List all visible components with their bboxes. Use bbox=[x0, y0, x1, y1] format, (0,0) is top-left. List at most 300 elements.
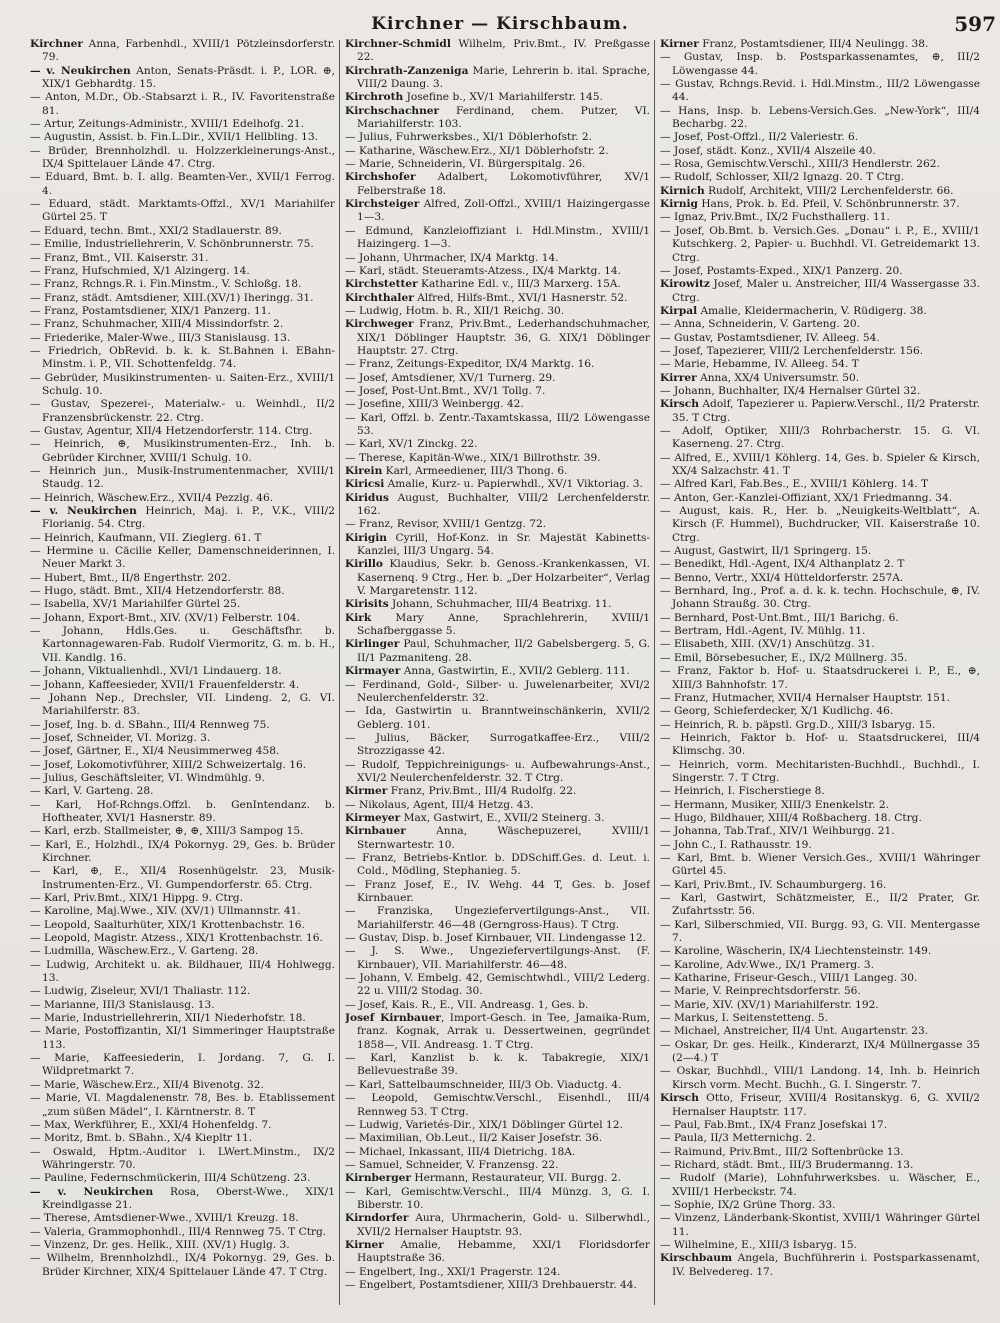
entry-text: — Rosa, Gemischtw.Verschl., XIII/3 Hendlerstr. 262. bbox=[660, 158, 940, 171]
entry-text: — Ludwig, Hotm. b. R., XII/1 Reichg. 30. bbox=[345, 304, 565, 317]
directory-entry bbox=[345, 799, 650, 812]
directory-entry bbox=[345, 1186, 650, 1213]
entry-text: — Johann, Uhrmacher, IX/4 Marktg. 14. bbox=[345, 251, 559, 264]
directory-entry bbox=[660, 652, 980, 665]
entry-text: — Johann, Hdls.Ges. u. Geschäftsfhr. b. Kartonnagewaren-Fab. Rudolf Viermoritz, G. m. b. H., VII. Kandlg. 16. bbox=[30, 625, 335, 664]
entry-text: — Alfred, E., XVIII/1 Köhlerg. 14, Ges. b. Spieler & Kirsch, XX/4 Salzachstr. 41. T bbox=[660, 451, 980, 477]
entry-text: — Bertram, Hdl.-Agent, IV. Mühlg. 11. bbox=[660, 625, 866, 638]
directory-entry bbox=[660, 1159, 980, 1172]
entry-text: Amalie, Kurz- u. Papierwhdl., XV/1 Viktoriag. 3. bbox=[384, 478, 643, 491]
entry-text: — Franz, Rchngs.R. i. Fin.Minstm., V. Schloßg. 18. bbox=[30, 278, 302, 291]
directory-entry bbox=[30, 985, 335, 998]
directory-entry bbox=[30, 865, 335, 892]
directory-entry bbox=[30, 1212, 335, 1225]
directory-entry bbox=[30, 305, 335, 318]
directory-entry bbox=[30, 238, 335, 251]
entry-text: Aura, Uhrmacherin, Gold- u. Silberwhdl., XVII/2 Hernalser Hauptstr. 93. bbox=[357, 1212, 650, 1238]
entry-text: — Engelbert, Ing., XXI/1 Pragerstr. 124. bbox=[345, 1265, 561, 1278]
directory-entry bbox=[660, 1252, 980, 1279]
directory-entry bbox=[660, 145, 980, 158]
entry-text: — Samuel, Schneider, V. Franzensg. 22. bbox=[345, 1158, 559, 1171]
entry-text: — Josef, Tapezierer, VIII/2 Lerchenfelderstr. 156. bbox=[660, 344, 924, 357]
entry-text: — Ludwig, Varietés-Dir., XIX/1 Döblinger Gürtel 12. bbox=[345, 1118, 623, 1131]
directory-entry bbox=[30, 398, 335, 425]
entry-text: — Emil, Börsebesucher, E., IX/2 Müllnerg. 35. bbox=[660, 651, 908, 664]
directory-entry bbox=[30, 252, 335, 265]
directory-entry bbox=[345, 198, 650, 225]
directory-entry bbox=[660, 1132, 980, 1145]
entry-text: — Max, Werkführer, E., XXI/4 Hohenfeldg. 7. bbox=[30, 1118, 272, 1131]
entry-text: Anna, XX/4 Universumstr. 50. bbox=[696, 371, 860, 384]
entry-text: — Marie, Wäschew.Erz., XII/4 Bivenotg. 32. bbox=[30, 1078, 264, 1091]
directory-entry bbox=[660, 825, 980, 838]
directory-entry bbox=[30, 825, 335, 838]
entry-surname: Kirnberger bbox=[345, 1172, 411, 1185]
directory-entry bbox=[345, 1052, 650, 1079]
entry-text: — Karoline, Adv.Wwe., IX/1 Pramerg. 3. bbox=[660, 958, 875, 971]
directory-entry bbox=[660, 799, 980, 812]
directory-entry bbox=[30, 1172, 335, 1185]
entry-surname: Kirigin bbox=[345, 531, 387, 544]
directory-entry bbox=[30, 1132, 335, 1145]
entry-text: Max, Gastwirt, E., XVII/2 Steinerg. 3. bbox=[400, 811, 605, 824]
entry-text: — Wilhelm, Brennholzhdl., IX/4 Pokornyg. 29, Ges. b. Brüder Kirchner, XIX/4 Spittelauer Lände 47. T Ctrg. bbox=[30, 1252, 335, 1278]
entry-text: , Import-Gesch. in Tee, Jamaika-Rum, franz. Kognak, Arrak u. Dessertweinen, gegründet 1858—, VII. Andreasg. 1. T Ctrg. bbox=[357, 1012, 650, 1051]
entry-text: — Anna, Schneiderin, V. Garteng. 20. bbox=[660, 318, 860, 331]
directory-entry bbox=[345, 1266, 650, 1279]
directory-entry bbox=[660, 318, 980, 331]
entry-text: Angela, Buchführerin i. Postsparkassenamt, IV. Belvedereg. 17. bbox=[672, 1252, 980, 1278]
directory-entry bbox=[30, 145, 335, 172]
directory-entry bbox=[345, 131, 650, 144]
entry-text: — Josef, Post-Offzl., II/2 Valeriestr. 6. bbox=[660, 131, 859, 144]
directory-entry bbox=[30, 745, 335, 758]
entry-text: — Leopold, Gemischtw.Verschl., Eisenhdl., III/4 Rennweg 53. T Ctrg. bbox=[345, 1092, 650, 1118]
directory-entry bbox=[345, 171, 650, 198]
directory-entry bbox=[345, 105, 650, 132]
entry-text: — Karl, Kanzlist b. k. k. Tabakregie, XIX/1 Bellevuestraße 39. bbox=[345, 1052, 650, 1078]
entry-text: — Franz, Betriebs-Kntlor. b. DDSchiff.Ges. d. Leut. i. Cold., Mödling, Stephanieg. 5. bbox=[345, 851, 650, 878]
entry-text: — Rudolf, Teppichreinigungs- u. Aufbewahrungs-Anst., XVI/2 Neulerchenfelderstr. 32. T Ctrg. bbox=[345, 758, 650, 784]
entry-text: — Marie, Postoffizantin, XI/1 Simmeringer Hauptstraße 113. bbox=[30, 1025, 335, 1051]
entry-text: — John C., I. Rathausstr. 19. bbox=[660, 838, 812, 851]
entry-text: Hermann, Restaurateur, VII. Burgg. 2. bbox=[410, 1172, 621, 1185]
directory-entry bbox=[345, 38, 650, 65]
entry-surname: Kirchthaler bbox=[345, 291, 414, 304]
entry-text: — Johanna, Tab.Traf., XIV/1 Weihburgg. 21. bbox=[660, 825, 895, 838]
directory-entry bbox=[30, 532, 335, 545]
entry-text: — Nikolaus, Agent, III/4 Hetzg. 43. bbox=[345, 798, 534, 811]
entry-surname: Kirchstetter bbox=[345, 278, 418, 291]
directory-entry bbox=[345, 412, 650, 439]
directory-entry bbox=[345, 879, 650, 906]
directory-entry bbox=[30, 1092, 335, 1119]
directory-entry bbox=[30, 425, 335, 438]
entry-text: — Adolf, Optiker, XIII/3 Rohrbacherstr. 15. G. VI. Kaserneng. 27. Ctrg. bbox=[660, 424, 980, 451]
directory-entry bbox=[30, 759, 335, 772]
entry-text: — Karoline, Maj.Wwe., XIV. (XV/1) Ullmannstr. 41. bbox=[30, 905, 301, 918]
directory-entry bbox=[660, 1172, 980, 1199]
entry-text: — Ida, Gastwirtin u. Branntweinschänkerin, XVII/2 Geblerg. 101. bbox=[345, 705, 650, 731]
entry-text: — Ferdinand, Gold-, Silber- u. Juwelenarbeiter, XVI/2 Neulerchenfelderstr. 32. bbox=[345, 678, 650, 704]
directory-entry bbox=[660, 185, 980, 198]
entry-text: — Bernhard, Ing., Prof. a. d. k. k. techn. Hochschule, ⊕, IV. Johann Straußg. 30. Ctrg. bbox=[660, 585, 980, 611]
entry-text: — Heinrich jun., Musik-Instrumentenmacher, XVIII/1 Staudg. 12. bbox=[30, 465, 335, 491]
entry-surname: — v. Neukirchen bbox=[30, 505, 137, 518]
directory-entry bbox=[660, 398, 980, 425]
entry-text: — Marie, VI. Magdalenenstr. 78, Bes. b. Etablissement „zum süßen Mädel“, I. Kärntnerstr. 8. T bbox=[30, 1092, 335, 1118]
entry-text: — Hans, Insp. b. Lebens-Versich.Ges. „New-York“, III/4 Becharbg. 22. bbox=[660, 104, 980, 131]
directory-entry bbox=[30, 919, 335, 932]
directory-entry bbox=[660, 732, 980, 759]
entry-text: Otto, Friseur, XVIII/4 Rositanskyg. 6, G. XVII/2 Hernalser Hauptstr. 117. bbox=[672, 1092, 980, 1118]
directory-entry bbox=[345, 638, 650, 665]
entry-text: — Eduard, techn. Bmt., XXI/2 Stadlauerstr. 89. bbox=[30, 224, 282, 237]
directory-entry bbox=[660, 1212, 980, 1239]
entry-text: Josef, Maler u. Anstreicher, III/4 Wassergasse 33. Ctrg. bbox=[672, 278, 980, 304]
entry-text: — Hermann, Musiker, XIII/3 Enenkelstr. 2. bbox=[660, 798, 890, 811]
entry-text: — Elisabeth, XIII. (XV/1) Anschützg. 31. bbox=[660, 638, 875, 651]
entry-text: — Franz, Postamtsdiener, XIX/1 Panzerg. 11. bbox=[30, 304, 271, 317]
directory-entry bbox=[660, 358, 980, 371]
directory-entry bbox=[30, 959, 335, 986]
entry-text: — Isabella, XV/1 Mariahilfer Gürtel 25. bbox=[30, 598, 241, 611]
entry-text: — Friedrich, ObRevid. b. k. k. St.Bahnen i. EBahn-Minstm. i. P., VII. Schottenfeldg. 74. bbox=[30, 344, 335, 371]
directory-entry bbox=[345, 732, 650, 759]
directory-entry bbox=[30, 905, 335, 918]
entry-text: Paul, Schuhmacher, II/2 Gabelsbergerg. 5, G. II/1 Pazmaniteng. 28. bbox=[357, 638, 650, 664]
entry-text: — Marie, Kaffeesiederin, I. Jordang. 7, G. I. Wildpretmarkt 7. bbox=[30, 1052, 335, 1078]
directory-entry bbox=[660, 265, 980, 278]
directory-entry bbox=[30, 91, 335, 118]
directory-entry bbox=[660, 171, 980, 184]
directory-entry bbox=[345, 372, 650, 385]
directory-entry bbox=[660, 879, 980, 892]
directory-entry bbox=[30, 38, 335, 65]
directory-entry bbox=[345, 265, 650, 278]
entry-text: — August, kais. R., Her. b. „Neuigkeits-Weltblatt“, A. Kirsch (F. Hummel), Buchdrucker, VII. Kaiserstraße 10. Ctrg. bbox=[660, 505, 980, 544]
entry-surname: Kirein bbox=[345, 465, 383, 477]
directory-entry bbox=[345, 785, 650, 798]
entry-text: — Gebrüder, Musikinstrumenten- u. Saiten-Erz., XVIII/1 Schulg. 10. bbox=[30, 371, 335, 397]
directory-entry bbox=[30, 225, 335, 238]
entry-text: — Oskar, Buchhdl., VIII/1 Landong. 14, Inh. b. Heinrich Kirsch vorm. Mecht. Buchh., G. I. Singerstr. 7. bbox=[660, 1065, 980, 1091]
directory-entry bbox=[345, 1119, 650, 1132]
entry-text: — Karl, XV/1 Zinckg. 22. bbox=[345, 438, 478, 451]
entry-surname: Kirchschachner bbox=[345, 104, 440, 117]
entry-text: — Heinrich, Faktor b. Hof- u. Staatsdruckerei, III/4 Klimschg. 30. bbox=[660, 731, 980, 758]
directory-entry bbox=[345, 1146, 650, 1159]
directory-entry bbox=[30, 492, 335, 505]
entry-text: — Heinrich, I. Fischerstiege 8. bbox=[660, 785, 825, 798]
entry-text: — Michael, Inkassant, III/4 Dietrichg. 18A. bbox=[345, 1145, 576, 1158]
entry-surname: Kirnbauer bbox=[345, 825, 406, 838]
directory-entry bbox=[30, 1012, 335, 1025]
directory-entry bbox=[660, 452, 980, 479]
entry-text: Anna, Farbenhdl., XVIII/1 Pötzleinsdorferstr. 79. bbox=[42, 38, 335, 64]
entry-text: Wilhelm, Priv.Bmt., IV. Preßgasse 22. bbox=[357, 38, 650, 64]
entry-text: — Karl, ⊕, E., XII/4 Rosenhügelstr. 23, Musik-Instrumenten-Erz., VI. Gumpendorferstr. 65. Ctrg. bbox=[30, 865, 335, 891]
page-title: Kirchner — Kirschbaum. bbox=[371, 14, 629, 34]
directory-entry bbox=[30, 318, 335, 331]
entry-text: — Karl, Offzl. b. Zentr.-Taxamtskassa, III/2 Löwengasse 53. bbox=[345, 411, 650, 437]
entry-text: Adalbert, Lokomotivführer, XV/1 Felberstraße 18. bbox=[357, 171, 650, 197]
entry-text: — Therese, Kapitän-Wwe., XIX/1 Billrothstr. 39. bbox=[345, 451, 601, 464]
entry-surname: Kirchner-Schmidl bbox=[345, 38, 451, 50]
directory-entry bbox=[345, 91, 650, 104]
entry-text: Karl, Armeediener, III/3 Thong. 6. bbox=[382, 465, 568, 477]
entry-text: — Franz, Bmt., VII. Kaiserstr. 31. bbox=[30, 251, 209, 264]
entry-text: — Josef, Ing. b. d. SBahn., III/4 Rennweg 75. bbox=[30, 718, 270, 731]
entry-surname: Kirmeyer bbox=[345, 811, 401, 824]
entry-text: — Franziska, Ungeziefervertilgungs-Anst., VII. Mariahilferstr. 46—48 (Gerngross-Haus). T Ctrg. bbox=[345, 905, 650, 931]
entry-text: Hans, Prok. b. Ed. Pfeil, V. Schönbrunnerstr. 37. bbox=[697, 198, 960, 211]
entry-text: — Heinrich, vorm. Mechitaristen-Buchhdl., Buchhdl., I. Singerstr. 7. T Ctrg. bbox=[660, 758, 980, 784]
entry-text: — Karl, Gastwirt, Schätzmeister, E., II/2 Prater, Gr. Zufahrtsstr. 56. bbox=[660, 892, 980, 918]
entry-text: — Karl, städt. Steueramts-Atzess., IX/4 Marktg. 14. bbox=[345, 264, 621, 277]
entry-text: — Hubert, Bmt., II/8 Engerthstr. 202. bbox=[30, 571, 232, 584]
directory-entry bbox=[660, 425, 980, 452]
entry-text: Alfred, Hilfs-Bmt., XVI/1 Hasnerstr. 52. bbox=[413, 291, 628, 304]
entry-text: — Hermine u. Cäcilie Keller, Damenschneiderinnen, I. Neuer Markt 3. bbox=[30, 545, 335, 571]
directory-entry bbox=[30, 1146, 335, 1173]
directory-entry bbox=[660, 839, 980, 852]
entry-text: — Oswald, Hptm.-Auditor i. LWert.Minstm., IX/2 Währingerstr. 70. bbox=[30, 1145, 335, 1171]
entry-text: — Leopold, Saalturhüter, XIX/1 Krottenbachstr. 16. bbox=[30, 918, 305, 931]
entry-text: — Julius, Geschäftsleiter, VI. Windmühlg. 9. bbox=[30, 771, 265, 784]
directory-entry bbox=[660, 492, 980, 505]
entry-surname: Kirchroth bbox=[345, 91, 404, 104]
directory-entry bbox=[345, 812, 650, 825]
entry-text: — Benno, Vertr., XXI/4 Hütteldorferstr. 257A. bbox=[660, 571, 904, 584]
entry-text: — Gustav, Spezerei-, Materialw.- u. Weinhdl., II/2 Franzensbrückenstr. 22. Ctrg. bbox=[30, 398, 335, 424]
entry-text: Franz, Priv.Bmt., III/4 Rudolfg. 22. bbox=[387, 785, 577, 798]
entry-text: — Josef, städt. Konz., XVII/4 Alszeile 40. bbox=[660, 144, 876, 157]
entry-text: Cyrill, Hof-Konz. in Sr. Majestät Kabinetts-Kanzlei, III/3 Ungarg. 54. bbox=[357, 531, 650, 558]
entry-text: — Heinrich, Kaufmann, VII. Zieglerg. 61. T bbox=[30, 531, 262, 544]
entry-text: Anton, Senats-Präsdt. i. P., LOR. ⊕, XIX/1 Gebhardtg. 15. bbox=[42, 64, 335, 91]
directory-entry bbox=[660, 505, 980, 545]
entry-text: — Josef, Postamts-Exped., XIX/1 Panzerg. 20. bbox=[660, 264, 903, 277]
entry-surname: Kirmer bbox=[345, 785, 388, 798]
directory-entry bbox=[660, 305, 980, 318]
entry-surname: Kirsch bbox=[660, 398, 699, 411]
directory-entry bbox=[345, 1172, 650, 1185]
entry-text: Mary Anne, Sprachlehrerin, XVIII/1 Schafberggasse 5. bbox=[357, 611, 650, 638]
directory-entry bbox=[345, 852, 650, 879]
directory-entry bbox=[345, 278, 650, 291]
entry-surname: Kirillo bbox=[345, 558, 383, 571]
entry-surname: Kiricsi bbox=[345, 478, 385, 491]
entry-text: — Franz, Hutmacher, XVII/4 Hernalser Hauptstr. 151. bbox=[660, 691, 950, 704]
directory-entry bbox=[30, 719, 335, 732]
entry-surname: Josef Kirnbauer bbox=[345, 1012, 441, 1025]
directory-entry bbox=[30, 679, 335, 692]
entry-text: — Marie, XIV. (XV/1) Mariahilferstr. 192. bbox=[660, 998, 879, 1011]
directory-entry bbox=[345, 1092, 650, 1119]
directory-entry bbox=[345, 905, 650, 932]
entry-text: — Karl, Bmt. b. Wiener Versich.Ges., XVIII/1 Währinger Gürtel 45. bbox=[660, 851, 980, 878]
entry-text: — August, Gastwirt, II/1 Springerg. 15. bbox=[660, 545, 872, 558]
entry-text: — Franz, Revisor, XVIII/1 Gentzg. 72. bbox=[345, 518, 547, 531]
directory-entry bbox=[345, 705, 650, 732]
entry-text: — Brüder, Brennholzhdl. u. Holzzerkleinerungs-Anst., IX/4 Spittelauer Lände 47. Ctrg. bbox=[30, 144, 335, 171]
directory-entry bbox=[660, 332, 980, 345]
directory-entry bbox=[30, 839, 335, 866]
directory-entry bbox=[660, 785, 980, 798]
directory-entry bbox=[345, 945, 650, 972]
entry-text: — Johann, Viktualienhdl., XVI/1 Lindauerg. 18. bbox=[30, 665, 282, 678]
directory-entry bbox=[660, 1146, 980, 1159]
entry-text: — Franz, Zeitungs-Expeditor, IX/4 Marktg. 16. bbox=[345, 358, 595, 371]
directory-entry bbox=[660, 638, 980, 651]
entry-text: — Artur, Zeitungs-Administr., XVIII/1 Edelhofg. 21. bbox=[30, 118, 304, 131]
entry-text: — Franz Josef, E., IV. Wehg. 44 T, Ges. b. Josef Kirnbauer. bbox=[345, 878, 650, 904]
column-divider bbox=[339, 40, 340, 1305]
directory-entry bbox=[30, 892, 335, 905]
directory-entry bbox=[660, 51, 980, 78]
directory-entry bbox=[345, 452, 650, 465]
entry-text: — Ludwig, Ziseleur, XVI/1 Thaliastr. 112. bbox=[30, 985, 251, 998]
entry-text: Marie, Lehrerin b. ital. Sprache, VIII/2 Daung. 3. bbox=[357, 64, 650, 91]
directory-entry bbox=[345, 1212, 650, 1239]
entry-text: — Heinrich, ⊕, Musikinstrumenten-Erz., Inh. b. Gebrüder Kirchner, XVIII/1 Schulg. 10. bbox=[30, 438, 335, 464]
directory-entry bbox=[30, 1226, 335, 1239]
directory-entry bbox=[345, 972, 650, 999]
entry-text: — Gustav, Agentur, XII/4 Hetzendorferstr. 114. Ctrg. bbox=[30, 424, 313, 437]
entry-text: — Gustav, Rchngs.Revid. i. Hdl.Minstm., III/2 Löwengasse 44. bbox=[660, 78, 980, 104]
directory-entry bbox=[660, 612, 980, 625]
directory-entry bbox=[30, 932, 335, 945]
directory-entry bbox=[30, 438, 335, 465]
column-3 bbox=[660, 38, 980, 1308]
entry-text: — Leopold, Magistr. Atzess., XIX/1 Krottenbachstr. 16. bbox=[30, 932, 323, 945]
directory-entry bbox=[660, 1012, 980, 1025]
entry-text: — Emilie, Industriellehrerin, V. Schönbrunnerstr. 75. bbox=[30, 238, 314, 251]
directory-entry bbox=[30, 265, 335, 278]
directory-entry bbox=[345, 1079, 650, 1092]
directory-entry bbox=[30, 572, 335, 585]
entry-text: — Hugo, Bildhauer, XIII/4 Roßbacherg. 18. Ctrg. bbox=[660, 811, 922, 824]
entry-text: Rosa, Oberst-Wwe., XIX/1 Kreindlgasse 21. bbox=[42, 1185, 335, 1211]
directory-entry bbox=[660, 892, 980, 919]
entry-surname: Kirchweger bbox=[345, 318, 414, 331]
entry-text: — Moritz, Bmt. b. SBahn., X/4 Kiepltr 11. bbox=[30, 1132, 253, 1145]
entry-text: Anna, Gastwirtin, E., XVII/2 Geblerg. 111. bbox=[400, 665, 630, 678]
directory-entry bbox=[345, 532, 650, 559]
entry-text: — Johann, Kaffeesieder, XVII/1 Frauenfelderstr. 4. bbox=[30, 678, 300, 691]
entry-surname: Kirchrath-Zanzeniga bbox=[345, 64, 469, 77]
entry-text: — Franz, Hufschmied, X/1 Alzingerg. 14. bbox=[30, 264, 250, 277]
directory-entry bbox=[660, 558, 980, 571]
directory-entry bbox=[345, 318, 650, 358]
entry-text: — Karoline, Wäscherin, IX/4 Liechtensteinstr. 149. bbox=[660, 945, 932, 958]
entry-text: Heinrich, Maj. i. P., V.K., VIII/2 Florianig. 54. Ctrg. bbox=[42, 505, 335, 531]
directory-entry bbox=[30, 945, 335, 958]
directory-entry bbox=[30, 1186, 335, 1213]
column-2 bbox=[345, 38, 650, 1308]
entry-text: — Johann, V. Embelg. 42, Gemischtwhdl., VIII/2 Lederg. 22 u. VIII/2 Stodag. 30. bbox=[345, 972, 650, 998]
directory-entry bbox=[660, 38, 980, 51]
entry-text: — Friederike, Maler-Wwe., III/3 Stanislausg. 13. bbox=[30, 331, 291, 344]
entry-text: — Karl, Hof-Rchngs.Offzl. b. GenIntendanz. b. Hoftheater, XVI/1 Hasnerstr. 89. bbox=[30, 798, 335, 824]
entry-text: — Paul, Fab.Bmt., IX/4 Franz Josefskai 17. bbox=[660, 1118, 888, 1131]
directory-entry bbox=[345, 438, 650, 451]
entry-text: Anna, Wäschepuzerei, XVIII/1 Sternwartestr. 10. bbox=[357, 825, 650, 851]
entry-text: — Richard, städt. Bmt., III/3 Brudermanng. 13. bbox=[660, 1158, 914, 1171]
directory-entry bbox=[660, 198, 980, 211]
directory-entry bbox=[30, 292, 335, 305]
directory-entry bbox=[30, 598, 335, 611]
entry-surname: — v. Neukirchen bbox=[30, 1185, 154, 1198]
entry-text: — Augustin, Assist. b. Fin.L.Dir., XVII/1 Hellbling. 13. bbox=[30, 131, 319, 144]
directory-entry bbox=[30, 1239, 335, 1252]
directory-entry bbox=[345, 825, 650, 852]
entry-text: — Karl, Sattelbaumschneider, III/3 Ob. Viaductg. 4. bbox=[345, 1078, 622, 1091]
entry-text: — Valeria, Grammophonhdl., III/4 Rennweg 75. T Ctrg. bbox=[30, 1225, 327, 1238]
directory-entry bbox=[345, 65, 650, 92]
directory-entry bbox=[345, 385, 650, 398]
entry-surname: — v. Neukirchen bbox=[30, 64, 131, 77]
directory-entry bbox=[660, 1092, 980, 1119]
entry-text: — Eduard, städt. Marktamts-Offzl., XV/1 Mariahilfer Gürtel 25. T bbox=[30, 198, 335, 224]
directory-entry bbox=[30, 171, 335, 198]
directory-entry bbox=[30, 612, 335, 625]
directory-entry bbox=[660, 572, 980, 585]
entry-text: — Raimund, Priv.Bmt., III/2 Softenbrücke 13. bbox=[660, 1145, 904, 1158]
column-divider bbox=[654, 40, 655, 1305]
directory-entry bbox=[345, 492, 650, 519]
directory-entry bbox=[660, 959, 980, 972]
entry-text: — Vinzenz, Dr. ges. Hellk., XIII. (XV/1) Huglg. 3. bbox=[30, 1238, 290, 1251]
entry-text: Adolf, Tapezierer u. Papierw.Verschl., II/2 Praterstr. 35. T Ctrg. bbox=[672, 398, 980, 424]
entry-text: — Gustav, Postamtsdiener, IV. Alleeg. 54. bbox=[660, 331, 880, 344]
directory-entry bbox=[660, 945, 980, 958]
directory-entry bbox=[30, 785, 335, 798]
directory-entry bbox=[660, 972, 980, 985]
entry-text: Franz, Postamtsdiener, III/4 Neulingg. 38. bbox=[698, 38, 929, 50]
entry-text: — Ludmilla, Wäschew.Erz., V. Garteng. 28. bbox=[30, 945, 259, 958]
entry-text: — Julius, Fuhrwerksbes., XI/1 Döblerhofstr. 2. bbox=[345, 131, 593, 144]
entry-text: — Anton, Ger.-Kanzlei-Offiziant, XX/1 Friedmanng. 34. bbox=[660, 491, 953, 504]
entry-text: Alfred, Zoll-Offzl., XVIII/1 Haizingergasse 1—3. bbox=[357, 198, 650, 224]
directory-entry bbox=[660, 372, 980, 385]
entry-text: — Karl, Silberschmied, VII. Burgg. 93, G. VII. Mentergasse 7. bbox=[660, 918, 980, 945]
entry-text: — Eduard, Bmt. b. I. allg. Beamten-Ver., XVII/1 Ferrog. 4. bbox=[30, 171, 335, 197]
directory-entry bbox=[30, 465, 335, 492]
directory-entry bbox=[345, 145, 650, 158]
directory-entry bbox=[660, 999, 980, 1012]
column-1 bbox=[30, 38, 335, 1308]
entry-text: Klaudius, Sekr. b. Genoss.-Krankenkassen, VI. Kasernenq. 9 Ctrg., Her. b. „Der Holzarbeiter“, Verlag V. Margaretenstr. 112. bbox=[357, 558, 650, 598]
entry-surname: Kirmayer bbox=[345, 665, 401, 678]
entry-surname: Kirchner bbox=[30, 38, 83, 50]
directory-entry bbox=[345, 398, 650, 411]
directory-entry bbox=[660, 131, 980, 144]
entry-text: — Rudolf (Marie), Lohnfuhrwerksbes. u. Wäscher, E., XVIII/1 Herbeckstr. 74. bbox=[660, 1172, 980, 1198]
entry-text: — Ignaz, Priv.Bmt., IX/2 Fuchsthallerg. 11. bbox=[660, 211, 890, 224]
directory-entry bbox=[660, 665, 980, 692]
directory-entry bbox=[660, 705, 980, 718]
entry-text: — Josef, Gärtner, E., XI/4 Neusimmerweg 458. bbox=[30, 745, 280, 758]
entry-surname: Kirchsteiger bbox=[345, 198, 420, 211]
entry-text: — Engelbert, Postamtsdiener, XIII/3 Drehbauerstr. 44. bbox=[345, 1278, 637, 1291]
directory-entry bbox=[345, 305, 650, 318]
entry-text: — Josef, Amtsdiener, XV/1 Turnerg. 29. bbox=[345, 371, 556, 384]
entry-text: — Vinzenz, Länderbank-Skontist, XVIII/1 Währinger Gürtel 11. bbox=[660, 1212, 980, 1238]
directory-entry bbox=[345, 612, 650, 639]
directory-entry bbox=[30, 1079, 335, 1092]
